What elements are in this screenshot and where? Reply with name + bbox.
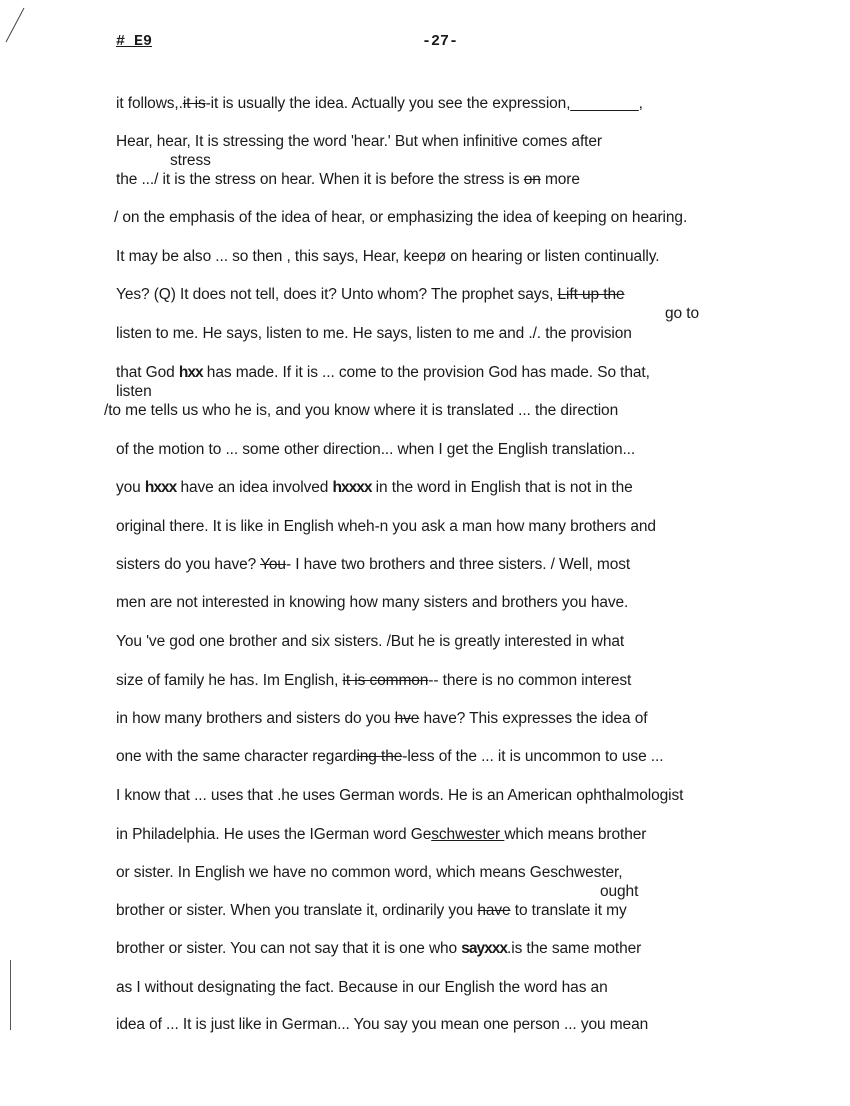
text-segment: -- there is no common interest: [428, 672, 632, 689]
text-line: [116, 673, 631, 689]
margin-pen-mark: [0, 0, 40, 60]
text-segment: -it is usually the idea. Actually you see the expression,________,: [205, 95, 643, 112]
text-line: [116, 172, 580, 188]
text-segment: / on the emphasis of the idea of hear, or emphasizing the idea of keeping on hearing.: [114, 209, 688, 226]
text-segment: in Philadelphia. He uses the IGerman word Ge: [116, 826, 432, 843]
struck-text: You: [260, 556, 286, 573]
text-segment: as I without designating the fact. Because in our English the word has an: [116, 979, 608, 996]
text-line: [116, 827, 646, 843]
text-segment: size of family he has. Im English,: [116, 672, 343, 689]
text-segment: .is the same mother: [507, 940, 642, 957]
text-line: [600, 884, 638, 900]
text-segment: stress: [170, 152, 211, 169]
struck-text: on: [523, 171, 541, 188]
text-segment: one with the same character regard: [116, 748, 357, 765]
overtyped-text: hxx: [178, 364, 203, 381]
text-segment: brother or sister. When you translate it, ordinarily you: [116, 902, 478, 919]
text-line: [116, 519, 656, 535]
text-line: [116, 941, 641, 957]
text-segment: has made. If it is ... come to the provision God has made. So that,: [202, 364, 650, 381]
text-line: [116, 384, 152, 400]
margin-line-mark: [10, 960, 11, 1030]
text-segment: - I have two brothers and three sisters. / Well, most: [285, 556, 631, 573]
text-segment: which means brother: [504, 826, 647, 843]
text-line: [116, 365, 650, 381]
text-segment: brother or sister. You can not say that it is one who: [116, 940, 462, 957]
text-segment: to translate it my: [510, 902, 627, 919]
text-segment: /to me tells us who he is, and you know where it is translated ... the direction: [104, 402, 619, 419]
text-line: [116, 711, 648, 727]
text-segment: of the motion to ... some other direction... when I get the English translation...: [116, 441, 636, 458]
text-segment: ought: [600, 883, 639, 900]
text-line: [116, 903, 627, 919]
text-line: [104, 403, 618, 419]
text-segment: listen: [116, 383, 152, 400]
text-segment: that God: [116, 364, 179, 381]
text-segment: in the word in English that is not in the: [371, 479, 633, 496]
text-line: [116, 749, 663, 765]
text-segment: idea of ... It is just like in German... You say you mean one person ... you mean: [116, 1016, 649, 1033]
text-line: [170, 153, 211, 169]
overtyped-text: sayxxx: [461, 940, 508, 957]
struck-text: Lift up the: [557, 286, 625, 303]
text-line: [116, 634, 624, 650]
text-segment: or sister. In English we have no common word, which means Geschwester,: [116, 864, 623, 881]
struck-text: hve: [394, 710, 420, 727]
text-line: [665, 306, 699, 322]
struck-text: it is common: [342, 672, 429, 689]
text-line: [116, 557, 630, 573]
text-segment: Yes? (Q) It does not tell, does it? Unto whom? The prophet says,: [116, 286, 558, 303]
text-segment: the .../ it is the stress on hear. When it is before the stress is: [116, 171, 524, 188]
text-line: [116, 865, 622, 881]
text-line: [116, 788, 683, 804]
text-segment: you: [116, 479, 145, 496]
text-segment: Hear, hear, It is stressing the word 'hear.' But when infinitive comes after: [116, 133, 602, 150]
text-line: [116, 595, 628, 611]
text-line: [116, 480, 633, 496]
text-segment: have? This expresses the idea of: [419, 710, 648, 727]
text-line: [116, 134, 602, 150]
text-segment: original there. It is like in English wheh-n you ask a man how many brothers and: [116, 518, 656, 535]
struck-text: have: [477, 902, 511, 919]
text-segment: men are not interested in knowing how many sisters and brothers you have.: [116, 594, 629, 611]
document-id: # E9: [116, 33, 153, 50]
text-segment: have an idea involved: [176, 479, 333, 496]
text-segment: I know that ... uses that .he uses German words. He is an American ophthalmologist: [116, 787, 684, 804]
text-segment: -less of the ... it is uncommon to use ...: [402, 748, 664, 765]
text-line: [116, 1017, 648, 1033]
text-line: [116, 96, 643, 112]
page-number: -27-: [422, 33, 459, 50]
underlined-text: schwester: [431, 826, 505, 843]
struck-text: it is: [182, 95, 206, 112]
text-line: [116, 442, 635, 458]
overtyped-text: hxxxx: [332, 479, 372, 496]
text-line: [116, 980, 608, 996]
overtyped-text: hxxx: [144, 479, 177, 496]
text-segment: go to: [665, 305, 699, 322]
text-segment: in how many brothers and sisters do you: [116, 710, 395, 727]
text-segment: more: [540, 171, 580, 188]
text-segment: It may be also ... so then , this says, Hear, keepø on hearing or listen continually.: [116, 248, 660, 265]
text-segment: sisters do you have?: [116, 556, 261, 573]
text-line: [116, 326, 632, 342]
struck-text: ing the: [356, 748, 403, 765]
text-line: [116, 249, 659, 265]
text-segment: You 've god one brother and six sisters. /But he is greatly interested in what: [116, 633, 625, 650]
text-segment: it follows,.: [116, 95, 183, 112]
text-line: [116, 287, 625, 303]
text-segment: listen to me. He says, listen to me. He says, listen to me and ./. the provision: [116, 325, 632, 342]
text-line: [114, 210, 687, 226]
